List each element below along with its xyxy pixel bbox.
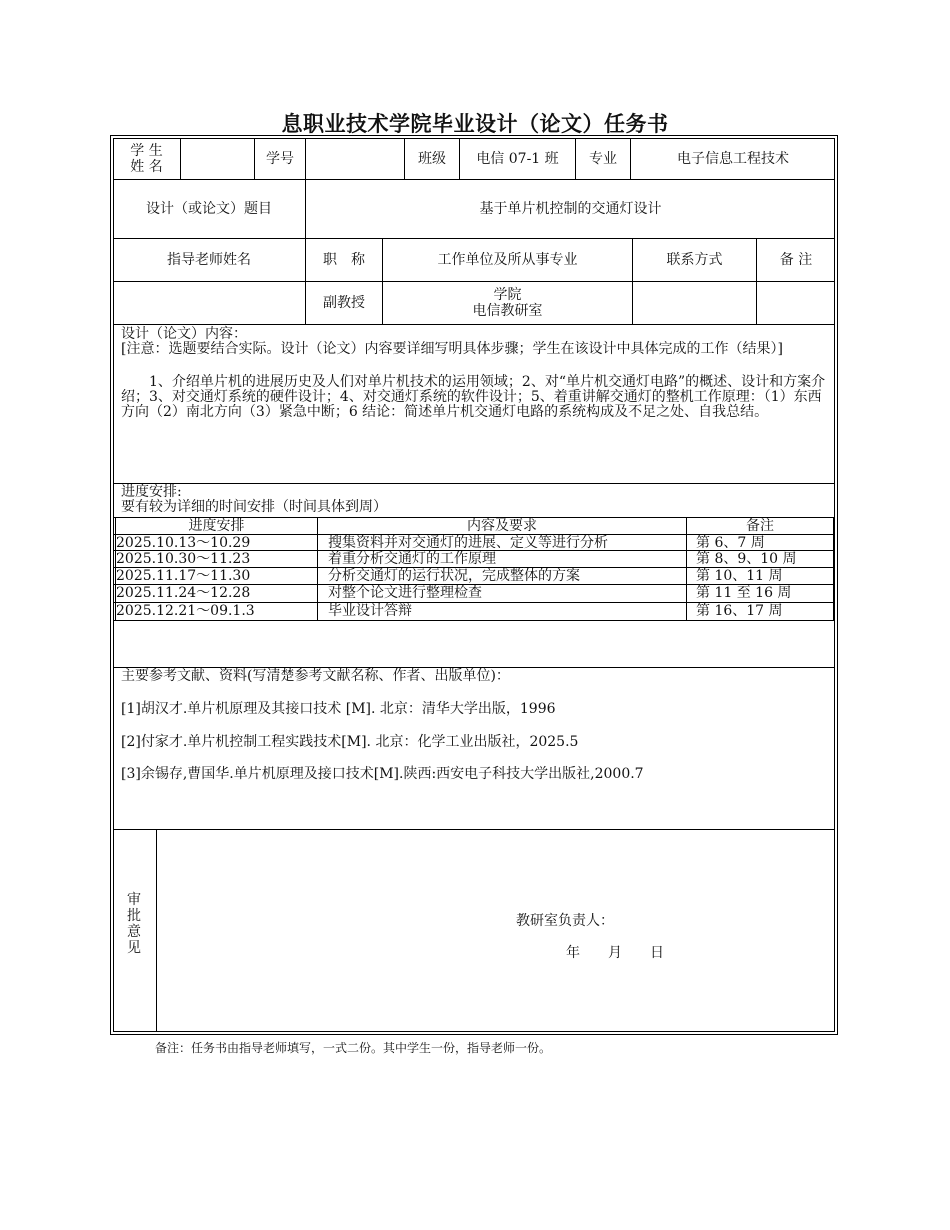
schedule-period: 2025.10.13～10.29	[116, 535, 251, 551]
advisor-remark-value[interactable]	[757, 282, 835, 324]
student-id-value[interactable]	[306, 138, 404, 179]
student-name-label	[113, 138, 180, 179]
schedule-note: 第 6、7 周	[696, 535, 765, 551]
advisor-name-header: 指导老师姓名	[167, 252, 251, 268]
major-value[interactable]: 电子信息工程技术	[677, 150, 789, 167]
schedule-period: 2025.11.24～12.28	[116, 585, 251, 601]
references-heading: 主要参考文献、资料(写清楚参考文献名称、作者、出版单位)：	[121, 668, 510, 684]
schedule-heading: 进度安排:	[121, 484, 182, 500]
schedule-note: 第 11 至 16 周	[696, 585, 792, 601]
topic-value[interactable]: 基于单片机控制的交通灯设计	[479, 201, 662, 217]
advisor-unit-line1: 学院	[493, 287, 522, 303]
schedule-period: 2025.10.30～11.23	[116, 551, 251, 567]
document-title: 息职业技术学院毕业设计（论文）任务书	[281, 112, 669, 136]
schedule-content: 对整个论文进行整理检查	[328, 585, 482, 601]
schedule-col-note: 备注	[746, 517, 774, 534]
advisor-title-value[interactable]: 副教授	[323, 295, 365, 311]
advisor-title-header: 职 称	[323, 252, 365, 268]
student-name-label-line2: 姓 名	[130, 158, 163, 175]
schedule-period: 2025.11.17～11.30	[116, 568, 251, 584]
content-body: 1、介绍单片机的进展历史及人们对单片机技术的运用领域；2、对“单片机交通灯电路”的概述、设计和方案介绍；3、对交通灯系统的硬件设计；4、对交通灯系统的软件设计；5、着重讲解交通灯的整机工作原理：（1）东西方向（2）南北方向（3）紧急中断；6 结论：简述单片机交通灯电路的系统构成及不足之处、自我总结。	[121, 374, 826, 420]
content-note: [注意：选题要结合实际。设计（论文）内容要详细写明具体步骤；学生在该设计中具体完成的工作（结果）]	[121, 341, 783, 357]
schedule-note: 第 8、9、10 周	[696, 551, 797, 567]
advisor-unit-value[interactable]	[383, 282, 632, 324]
schedule-col-period: 进度安排	[188, 517, 245, 534]
advisor-unit-header: 工作单位及所从事专业	[437, 252, 578, 268]
approval-date: 年 月 日	[566, 945, 664, 961]
approval-label: 审批意见	[127, 892, 141, 956]
schedule-content: 毕业设计答辩	[328, 603, 412, 619]
schedule-col-content: 内容及要求	[467, 517, 537, 534]
schedule-content: 着重分析交通灯的工作原理	[328, 551, 496, 567]
content-heading: 设计（论文）内容：	[121, 326, 247, 342]
schedule-subheading: 要有较为详细的时间安排（时间具体到周）	[121, 499, 387, 515]
student-name-value[interactable]	[181, 138, 254, 179]
advisor-contact-value[interactable]	[633, 282, 756, 324]
advisor-contact-header: 联系方式	[666, 252, 723, 268]
schedule-period: 2025.12.21～09.1.3	[116, 603, 255, 619]
schedule-content: 分析交通灯的运行状况，完成整体的方案	[328, 568, 580, 584]
reference-item-2: [2]付家才.单片机控制工程实践技术[M]. 北京：化学工业出版社，2025.5	[121, 734, 579, 750]
student-id-label: 学号	[266, 150, 294, 167]
advisor-name-value[interactable]	[113, 282, 305, 324]
schedule-note: 第 16、17 周	[696, 603, 783, 619]
topic-label: 设计（或论文）题目	[146, 201, 272, 217]
schedule-note: 第 10、11 周	[696, 568, 783, 584]
footer-note: 备注：任务书由指导老师填写，一式二份。其中学生一份，指导老师一份。	[155, 1041, 552, 1055]
advisor-unit-line2: 电信教研室	[472, 303, 543, 319]
advisor-remark-header: 备 注	[779, 252, 813, 268]
reference-item-1: [1]胡汉才.单片机原理及其接口技术 [M]. 北京：清华大学出版，1996	[121, 701, 556, 717]
reference-item-3: [3]余锡存,曹国华.单片机原理及接口技术[M].陕西:西安电子科技大学出版社,2000.7	[121, 766, 644, 782]
schedule-content: 搜集资料并对交通灯的进展、定义等进行分析	[328, 535, 608, 551]
major-label: 专业	[589, 150, 617, 167]
class-value[interactable]: 电信 07-1 班	[476, 150, 559, 167]
class-label: 班级	[418, 150, 446, 167]
student-name-label-line1: 学 生	[130, 142, 163, 159]
approval-head-label: 教研室负责人：	[516, 913, 614, 929]
